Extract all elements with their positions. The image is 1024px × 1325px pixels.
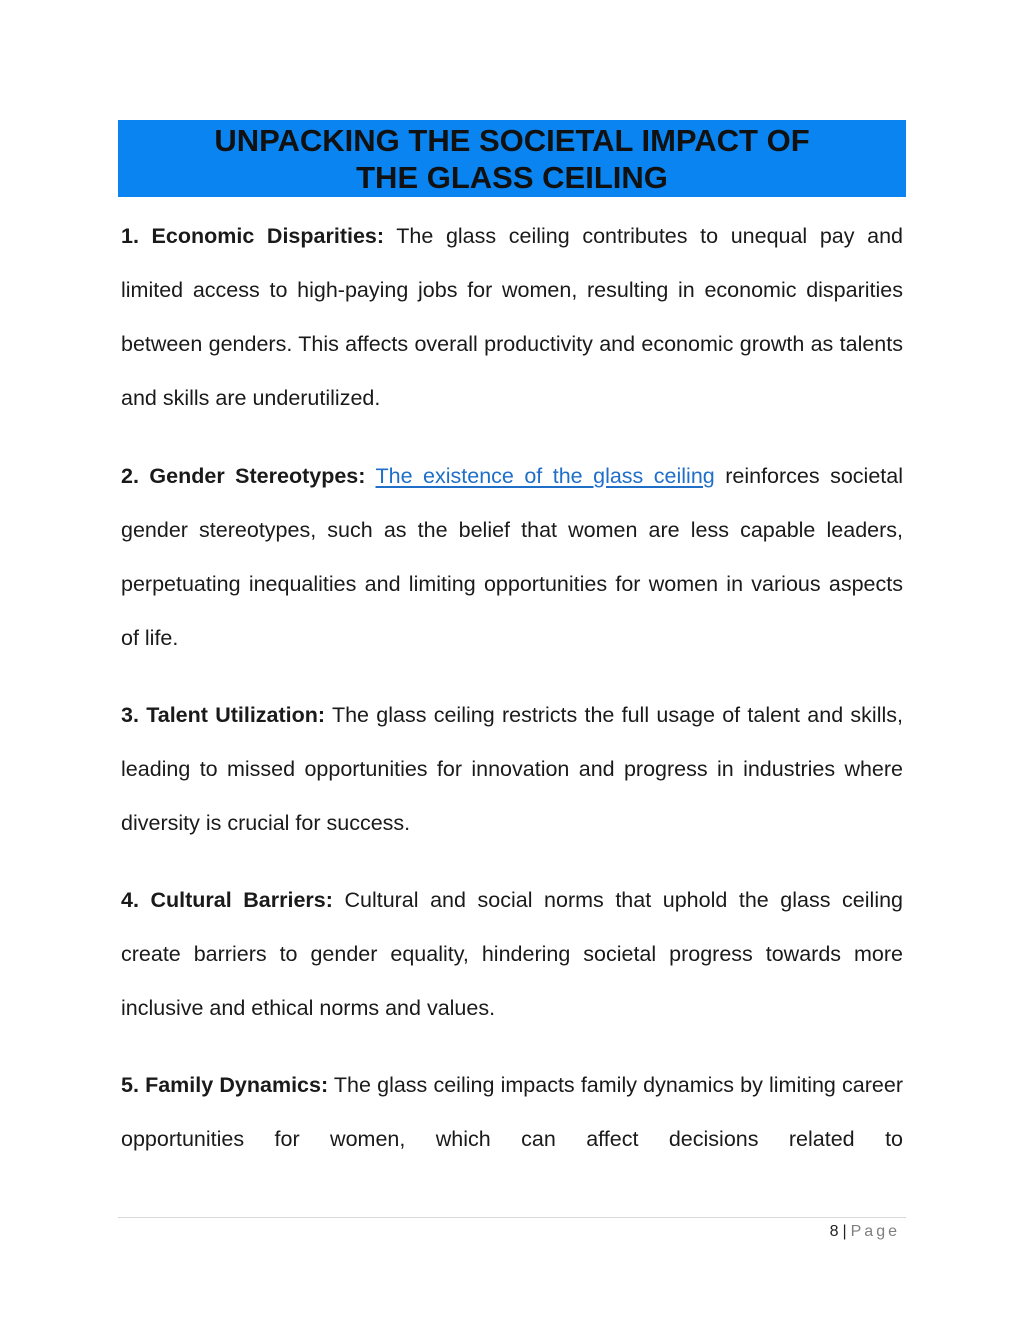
section-gender-stereotypes bbox=[121, 449, 903, 665]
section-economic-disparities bbox=[121, 209, 903, 425]
page-label: Page bbox=[850, 1223, 900, 1240]
section-term: 3. Talent Utilization: bbox=[121, 703, 326, 727]
section-term: 2. Gender Stereotypes: bbox=[121, 464, 366, 488]
document-body bbox=[121, 209, 903, 1190]
section-text: The glass ceiling contributes to unequal pay and limited access to high-paying jobs for women, resulting in economic disparities between genders. This affects overall productivity and economic growth as talents and skills are underutilized. bbox=[121, 224, 904, 410]
section-term: 4. Cultural Barriers: bbox=[121, 888, 333, 912]
page-separator: | bbox=[842, 1223, 847, 1240]
section-text: The glass ceiling impacts family dynamics by limiting career opportunities for women, which can affect decisions related to bbox=[121, 1073, 903, 1151]
section-text: The glass ceiling restricts the full usage of talent and skills, leading to missed opportunities for innovation and progress in industries where diversity is crucial for success. bbox=[121, 703, 903, 835]
page-number: 8 bbox=[829, 1223, 839, 1240]
glass-ceiling-link[interactable]: The existence of the glass ceiling bbox=[375, 464, 715, 488]
page-title-line-1: UNPACKING THE SOCIETAL IMPACT OF bbox=[214, 122, 810, 158]
section-family-dynamics bbox=[121, 1058, 903, 1166]
section-term: 5. Family Dynamics: bbox=[121, 1073, 329, 1097]
page-title-line-2: THE GLASS CEILING bbox=[356, 159, 668, 195]
footer-divider bbox=[118, 1217, 906, 1218]
section-text: reinforces societal gender stereotypes, such as the belief that women are less capable leaders, perpetuating inequalities and limiting opportunities for women in various aspects of life. bbox=[121, 464, 903, 650]
section-text: Cultural and social norms that uphold the glass ceiling create barriers to gender equality, hindering societal progress towards more inclusive and ethical norms and values. bbox=[121, 888, 904, 1020]
section-term: 1. Economic Disparities: bbox=[121, 224, 385, 248]
section-talent-utilization bbox=[121, 688, 903, 850]
title-banner bbox=[118, 120, 906, 197]
section-cultural-barriers bbox=[121, 873, 903, 1035]
page-footer bbox=[830, 1221, 900, 1243]
